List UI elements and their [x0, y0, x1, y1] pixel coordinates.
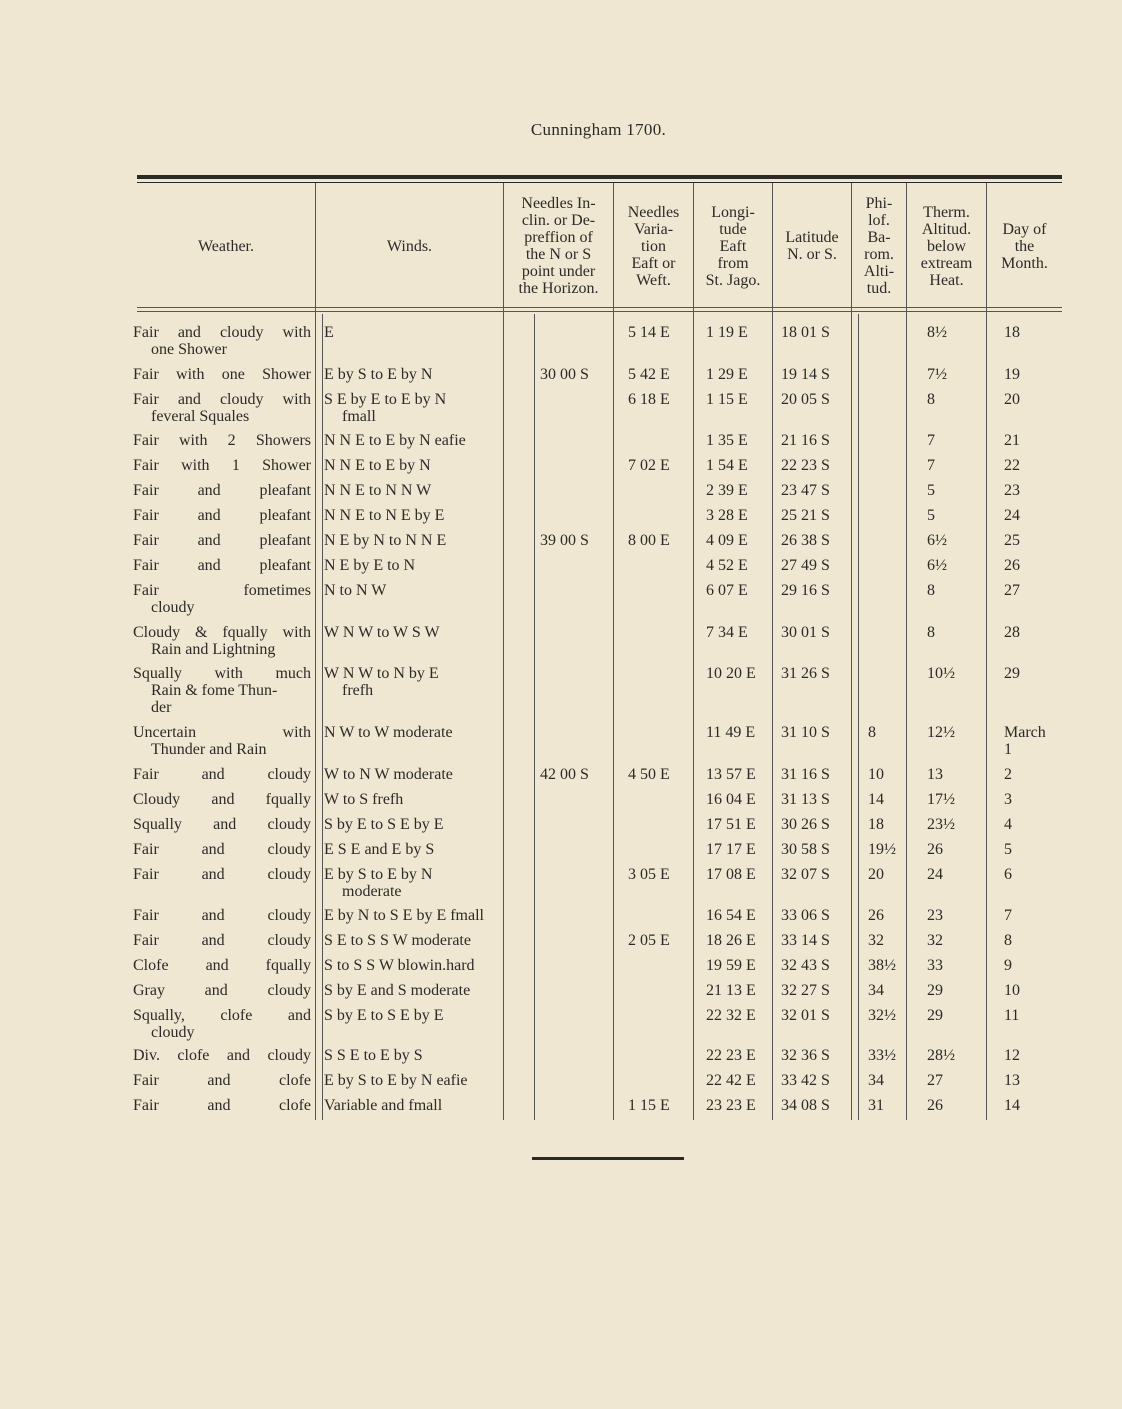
bottom-rule: [532, 1157, 684, 1160]
latitude-cell: 33 42 S: [781, 1072, 830, 1089]
day-cell: 8: [1004, 932, 1012, 949]
winds-cell: N E by E to N: [324, 557, 416, 574]
latitude-cell: 32 36 S: [781, 1047, 830, 1064]
barometer-cell: 14: [868, 791, 884, 808]
day-cell: 28: [1004, 624, 1020, 641]
longitude-cell: 1 15 E: [706, 391, 748, 408]
inclination-cell: 42 00 S: [540, 766, 589, 783]
day-cell: 18: [1004, 324, 1020, 341]
column-divider: [534, 314, 535, 1120]
variation-cell: 1 15 E: [628, 1097, 670, 1114]
winds-cell: E by S to E by N: [324, 366, 433, 383]
winds-cell: E: [324, 324, 334, 341]
thermometer-cell: 17½: [927, 791, 955, 808]
day-cell: 23: [1004, 482, 1020, 499]
latitude-cell: 32 01 S: [781, 1007, 830, 1024]
weather-cell: Squally with much Rain & fome Thun- der: [133, 665, 311, 716]
column-divider: [315, 183, 316, 1120]
day-cell: 14: [1004, 1097, 1020, 1114]
winds-cell: S by E to S E by E: [324, 1007, 444, 1024]
latitude-cell: 30 58 S: [781, 841, 830, 858]
weather-cell: Fair and pleafant: [133, 507, 311, 524]
thermometer-cell: 26: [927, 1097, 943, 1114]
barometer-cell: 20: [868, 866, 884, 883]
barometer-cell: 18: [868, 816, 884, 833]
latitude-cell: 21 16 S: [781, 432, 830, 449]
latitude-cell: 20 05 S: [781, 391, 830, 408]
variation-cell: 5 14 E: [628, 324, 670, 341]
longitude-cell: 3 28 E: [706, 507, 748, 524]
day-cell: 10: [1004, 982, 1020, 999]
weather-cell: Fair and cloudy: [133, 841, 311, 858]
thermometer-cell: 32: [927, 932, 943, 949]
longitude-cell: 11 49 E: [706, 724, 756, 741]
winds-cell: E S E and E by S: [324, 841, 435, 858]
header-inclination: Needles In- clin. or De- preffion of the N or S point under the Horizon.: [518, 195, 599, 297]
day-cell: 11: [1004, 1007, 1020, 1024]
weather-cell: Fair and cloudy: [133, 866, 311, 883]
column-divider: [693, 183, 694, 1120]
thermometer-cell: 8: [927, 624, 935, 641]
variation-cell: 2 05 E: [628, 932, 670, 949]
thermometer-cell: 12½: [927, 724, 955, 741]
header-barometer: Phi- lof. Ba- rom. Alti- tud.: [863, 195, 895, 297]
day-cell: 5: [1004, 841, 1012, 858]
inclination-cell: 39 00 S: [540, 532, 589, 549]
weather-cell: Cloudy & fqually with Rain and Lightning: [133, 624, 311, 658]
barometer-cell: 26: [868, 907, 884, 924]
barometer-cell: 34: [868, 1072, 884, 1089]
weather-cell: Fair and cloudy: [133, 766, 311, 783]
winds-cell: S by E to S E by E: [324, 816, 444, 833]
latitude-cell: 33 06 S: [781, 907, 830, 924]
latitude-cell: 23 47 S: [781, 482, 830, 499]
thermometer-cell: 27: [927, 1072, 943, 1089]
weather-cell: Fair and pleafant: [133, 482, 311, 499]
longitude-cell: 19 59 E: [706, 957, 756, 974]
day-cell: 13: [1004, 1072, 1020, 1089]
weather-cell: Fair and pleafant: [133, 532, 311, 549]
winds-cell: N E by N to N N E: [324, 532, 447, 549]
latitude-cell: 32 27 S: [781, 982, 830, 999]
thermometer-cell: 26: [927, 841, 943, 858]
longitude-cell: 23 23 E: [706, 1097, 756, 1114]
latitude-cell: 30 01 S: [781, 624, 830, 641]
column-divider: [906, 183, 907, 1120]
top-rule-thin: [137, 182, 1062, 183]
longitude-cell: 4 09 E: [706, 532, 748, 549]
winds-cell: W to S frefh: [324, 791, 404, 808]
header-latitude: Latitude N. or S.: [785, 229, 839, 263]
day-cell: 19: [1004, 366, 1020, 383]
top-rule-thick: [137, 175, 1062, 179]
day-cell: 20: [1004, 391, 1020, 408]
weather-cell: Squally, clofe and cloudy: [133, 1007, 311, 1041]
barometer-cell: 33½: [868, 1047, 896, 1064]
day-cell: 26: [1004, 557, 1020, 574]
winds-cell: N N E to N E by E: [324, 507, 445, 524]
weather-cell: Clofe and fqually: [133, 957, 311, 974]
day-cell: 12: [1004, 1047, 1020, 1064]
header-winds: Winds.: [386, 237, 433, 255]
day-cell: 9: [1004, 957, 1012, 974]
weather-cell: Uncertain with Thunder and Rain: [133, 724, 311, 758]
latitude-cell: 27 49 S: [781, 557, 830, 574]
column-divider: [858, 314, 859, 1120]
latitude-cell: 30 26 S: [781, 816, 830, 833]
barometer-cell: 8: [868, 724, 876, 741]
thermometer-cell: 7: [927, 432, 935, 449]
day-cell: 7: [1004, 907, 1012, 924]
winds-cell: S E by E to E by N fmall: [324, 391, 447, 425]
thermometer-cell: 7: [927, 457, 935, 474]
barometer-cell: 34: [868, 982, 884, 999]
column-divider: [613, 183, 614, 1120]
longitude-cell: 17 17 E: [706, 841, 756, 858]
weather-cell: Fair and clofe: [133, 1097, 311, 1114]
page-header: Cunningham 1700.: [530, 120, 667, 139]
winds-cell: N to N W: [324, 582, 387, 599]
latitude-cell: 33 14 S: [781, 932, 830, 949]
weather-cell: Fair with 1 Shower: [133, 457, 311, 474]
weather-cell: Fair and cloudy with feveral Squales: [133, 391, 311, 425]
thermometer-cell: 23½: [927, 816, 955, 833]
longitude-cell: 1 29 E: [706, 366, 748, 383]
winds-cell: N N E to E by N eafie: [324, 432, 466, 449]
variation-cell: 4 50 E: [628, 766, 670, 783]
thermometer-cell: 5: [927, 482, 935, 499]
winds-cell: E by S to E by N moderate: [324, 866, 433, 900]
barometer-cell: 32: [868, 932, 884, 949]
variation-cell: 7 02 E: [628, 457, 670, 474]
variation-cell: 8 00 E: [628, 532, 670, 549]
variation-cell: 5 42 E: [628, 366, 670, 383]
longitude-cell: 22 32 E: [706, 1007, 756, 1024]
weather-cell: Fair with 2 Showers: [133, 432, 311, 449]
winds-cell: E by S to E by N eafie: [324, 1072, 468, 1089]
day-cell: 24: [1004, 507, 1020, 524]
column-divider: [986, 183, 987, 1120]
day-cell: 2: [1004, 766, 1012, 783]
thermometer-cell: 33: [927, 957, 943, 974]
winds-cell: S by E and S moderate: [324, 982, 471, 999]
thermometer-cell: 8½: [927, 324, 947, 341]
barometer-cell: 19½: [868, 841, 896, 858]
latitude-cell: 31 26 S: [781, 665, 830, 682]
longitude-cell: 4 52 E: [706, 557, 748, 574]
latitude-cell: 34 08 S: [781, 1097, 830, 1114]
thermometer-cell: 29: [927, 982, 943, 999]
latitude-cell: 29 16 S: [781, 582, 830, 599]
day-cell: 25: [1004, 532, 1020, 549]
day-cell: 22: [1004, 457, 1020, 474]
thermometer-cell: 5: [927, 507, 935, 524]
day-cell: 27: [1004, 582, 1020, 599]
latitude-cell: 19 14 S: [781, 366, 830, 383]
winds-cell: W N W to N by E frefh: [324, 665, 439, 699]
weather-cell: Fair and cloudy: [133, 932, 311, 949]
latitude-cell: 31 13 S: [781, 791, 830, 808]
winds-cell: N W to W moderate: [324, 724, 453, 741]
barometer-cell: 31: [868, 1097, 884, 1114]
winds-cell: N N E to E by N: [324, 457, 431, 474]
variation-cell: 3 05 E: [628, 866, 670, 883]
thermometer-cell: 7½: [927, 366, 947, 383]
thermometer-cell: 6½: [927, 532, 947, 549]
longitude-cell: 10 20 E: [706, 665, 756, 682]
longitude-cell: 16 54 E: [706, 907, 756, 924]
column-divider: [322, 314, 323, 1120]
weather-cell: Fair fometimes cloudy: [133, 582, 311, 616]
day-cell: 3: [1004, 791, 1012, 808]
thermometer-cell: 13: [927, 766, 943, 783]
latitude-cell: 32 43 S: [781, 957, 830, 974]
inclination-cell: 30 00 S: [540, 366, 589, 383]
latitude-cell: 26 38 S: [781, 532, 830, 549]
thermometer-cell: 6½: [927, 557, 947, 574]
day-cell: 29: [1004, 665, 1020, 682]
latitude-cell: 25 21 S: [781, 507, 830, 524]
barometer-cell: 32½: [868, 1007, 896, 1024]
thermometer-cell: 28½: [927, 1047, 955, 1064]
header-rule: [137, 307, 1062, 308]
longitude-cell: 18 26 E: [706, 932, 756, 949]
variation-cell: 6 18 E: [628, 391, 670, 408]
longitude-cell: 1 54 E: [706, 457, 748, 474]
latitude-cell: 32 07 S: [781, 866, 830, 883]
latitude-cell: 31 10 S: [781, 724, 830, 741]
weather-cell: Fair and cloudy: [133, 907, 311, 924]
longitude-cell: 22 23 E: [706, 1047, 756, 1064]
winds-cell: W N W to W S W: [324, 624, 440, 641]
longitude-cell: 2 39 E: [706, 482, 748, 499]
thermometer-cell: 10½: [927, 665, 955, 682]
header-weather: Weather.: [197, 237, 254, 255]
weather-cell: Gray and cloudy: [133, 982, 311, 999]
thermometer-cell: 23: [927, 907, 943, 924]
winds-cell: W to N W moderate: [324, 766, 453, 783]
barometer-cell: 10: [868, 766, 884, 783]
weather-cell: Div. clofe and cloudy: [133, 1047, 311, 1064]
thermometer-cell: 8: [927, 391, 935, 408]
longitude-cell: 17 51 E: [706, 816, 756, 833]
latitude-cell: 31 16 S: [781, 766, 830, 783]
weather-cell: Squally and cloudy: [133, 816, 311, 833]
longitude-cell: 22 42 E: [706, 1072, 756, 1089]
longitude-cell: 21 13 E: [706, 982, 756, 999]
header-variation: Needles Varia- tion Eaft or Weft.: [627, 203, 680, 289]
day-cell: 4: [1004, 816, 1012, 833]
winds-cell: S E to S S W moderate: [324, 932, 471, 949]
thermometer-cell: 29: [927, 1007, 943, 1024]
header-longitude: Longi- tude Eaft from St. Jago.: [705, 203, 761, 289]
thermometer-cell: 24: [927, 866, 943, 883]
longitude-cell: 7 34 E: [706, 624, 748, 641]
column-divider: [772, 183, 773, 1120]
longitude-cell: 13 57 E: [706, 766, 756, 783]
header-rule-double: [137, 311, 1062, 312]
longitude-cell: 1 35 E: [706, 432, 748, 449]
longitude-cell: 6 07 E: [706, 582, 748, 599]
weather-cell: Cloudy and fqually: [133, 791, 311, 808]
winds-cell: S S E to E by S: [324, 1047, 423, 1064]
day-cell: March 1: [1004, 724, 1046, 758]
day-cell: 6: [1004, 866, 1012, 883]
thermometer-cell: 8: [927, 582, 935, 599]
day-cell: 21: [1004, 432, 1020, 449]
barometer-cell: 38½: [868, 957, 896, 974]
winds-cell: Variable and fmall: [324, 1097, 443, 1114]
weather-cell: Fair and clofe: [133, 1072, 311, 1089]
latitude-cell: 18 01 S: [781, 324, 830, 341]
header-day: Day of the Month.: [1001, 220, 1048, 272]
weather-cell: Fair and pleafant: [133, 557, 311, 574]
weather-cell: Fair with one Shower: [133, 366, 311, 383]
longitude-cell: 1 19 E: [706, 324, 748, 341]
longitude-cell: 17 08 E: [706, 866, 756, 883]
column-divider: [851, 183, 852, 1120]
weather-cell: Fair and cloudy with one Shower: [133, 324, 311, 358]
latitude-cell: 22 23 S: [781, 457, 830, 474]
winds-cell: N N E to N N W: [324, 482, 432, 499]
winds-cell: S to S S W blowin.hard: [324, 957, 475, 974]
header-thermometer: Therm. Altitud. below extream Heat.: [920, 203, 973, 289]
longitude-cell: 16 04 E: [706, 791, 756, 808]
winds-cell: E by N to S E by E fmall: [324, 907, 484, 924]
